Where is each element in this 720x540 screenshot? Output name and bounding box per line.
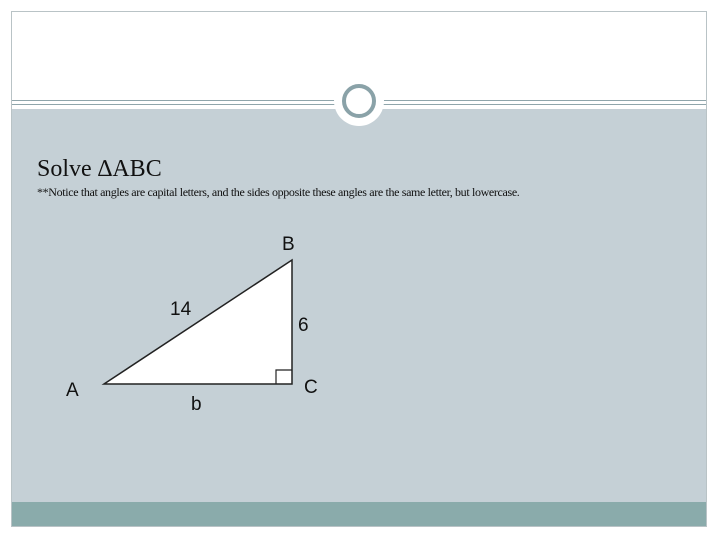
slide-title: Solve ∆ABC	[37, 156, 162, 182]
triangle-shape	[104, 260, 292, 384]
slide-note: **Notice that angles are capital letters, and the sides opposite these angles are the same letter, but lowercase.	[37, 185, 520, 199]
side-b-label: b	[191, 394, 202, 415]
vertex-b-label: B	[282, 234, 295, 255]
vertex-c-label: C	[304, 377, 318, 398]
vertex-a-label: A	[66, 380, 79, 401]
side-a-label: 6	[298, 315, 309, 336]
hypotenuse-label: 14	[170, 299, 192, 320]
